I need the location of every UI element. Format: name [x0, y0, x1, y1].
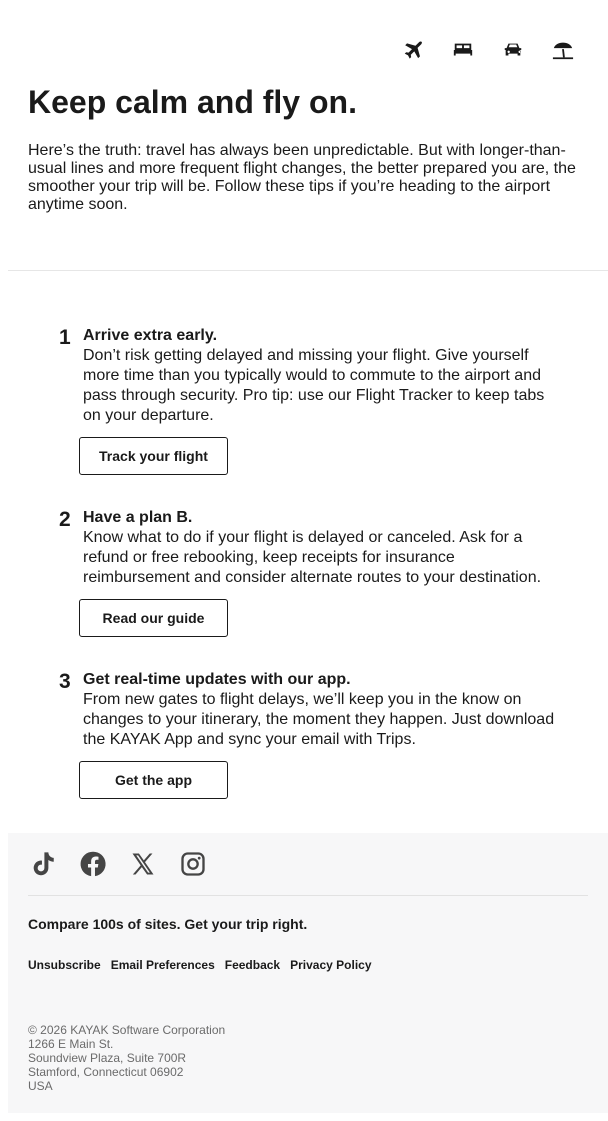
- unsubscribe-link[interactable]: Unsubscribe: [28, 958, 101, 972]
- address-line: Soundview Plaza, Suite 700R: [28, 1051, 187, 1065]
- car-icon[interactable]: [488, 38, 538, 62]
- tiktok-icon[interactable]: [28, 850, 57, 878]
- facebook-icon[interactable]: [78, 850, 107, 878]
- intro-text: Here’s the truth: travel has always been unpredictable. But with longer-than-usual lines and more frequent flight changes, the better prepared you are, the smoother your trip will be. Follow these tips if you’re heading to the airport anytime soon.: [28, 142, 576, 213]
- address-country: USA: [28, 1079, 53, 1093]
- tip-text: From new gates to flight delays, we’ll keep you in the know on changes to your itinerary, the moment they happen. Just download the KAYAK App and sync your email with Trips.: [83, 691, 555, 748]
- company-address: [28, 1023, 225, 1093]
- tip-number: 2: [59, 508, 71, 531]
- email-preferences-link[interactable]: Email Preferences: [110, 958, 215, 972]
- copyright-text: © 2026 KAYAK Software Corporation: [28, 1023, 226, 1037]
- tip-number: 3: [59, 670, 71, 693]
- tip-title: Have a plan B.: [83, 509, 193, 526]
- vertical-nav: [388, 38, 588, 62]
- get-app-button[interactable]: Get the app: [79, 761, 228, 799]
- tip-text: Know what to do if your flight is delayed or canceled. Ask for a refund or free rebooking, keep receipts for insurance reimbursement and consider alternate routes to your destination.: [83, 529, 542, 586]
- tip-body: [83, 508, 563, 588]
- footer-divider: [28, 895, 588, 896]
- tip-body: [83, 670, 563, 750]
- read-guide-button[interactable]: Read our guide: [79, 599, 228, 637]
- feedback-link[interactable]: Feedback: [224, 958, 281, 972]
- section-divider: [8, 270, 608, 271]
- tip-text: Don’t risk getting delayed and missing your flight. Give yourself more time than you typically would to commute to the airport and pass through security. Pro tip: use our Flight Tracker to keep tabs on your departure.: [83, 347, 545, 424]
- page-title: Keep calm and fly on.: [28, 84, 357, 120]
- tip-body: [83, 326, 563, 426]
- social-links: [28, 850, 207, 878]
- privacy-policy-link[interactable]: Privacy Policy: [290, 958, 372, 972]
- x-icon[interactable]: [128, 850, 157, 878]
- track-flight-button[interactable]: Track your flight: [79, 437, 228, 475]
- address-line: Stamford, Connecticut 06902: [28, 1065, 184, 1079]
- footer-tagline: Compare 100s of sites. Get your trip right.: [28, 916, 308, 932]
- hotel-icon[interactable]: [438, 38, 488, 62]
- footer: [8, 833, 608, 1113]
- flight-icon[interactable]: [388, 38, 438, 62]
- tip-title: Get real-time updates with our app.: [83, 671, 351, 688]
- tip-title: Arrive extra early.: [83, 327, 218, 344]
- beach-icon[interactable]: [538, 38, 588, 62]
- address-line: 1266 E Main St.: [28, 1037, 114, 1051]
- tip-number: 1: [59, 326, 71, 349]
- hero-section: [28, 84, 588, 214]
- instagram-icon[interactable]: [178, 850, 207, 878]
- footer-links: [28, 958, 372, 972]
